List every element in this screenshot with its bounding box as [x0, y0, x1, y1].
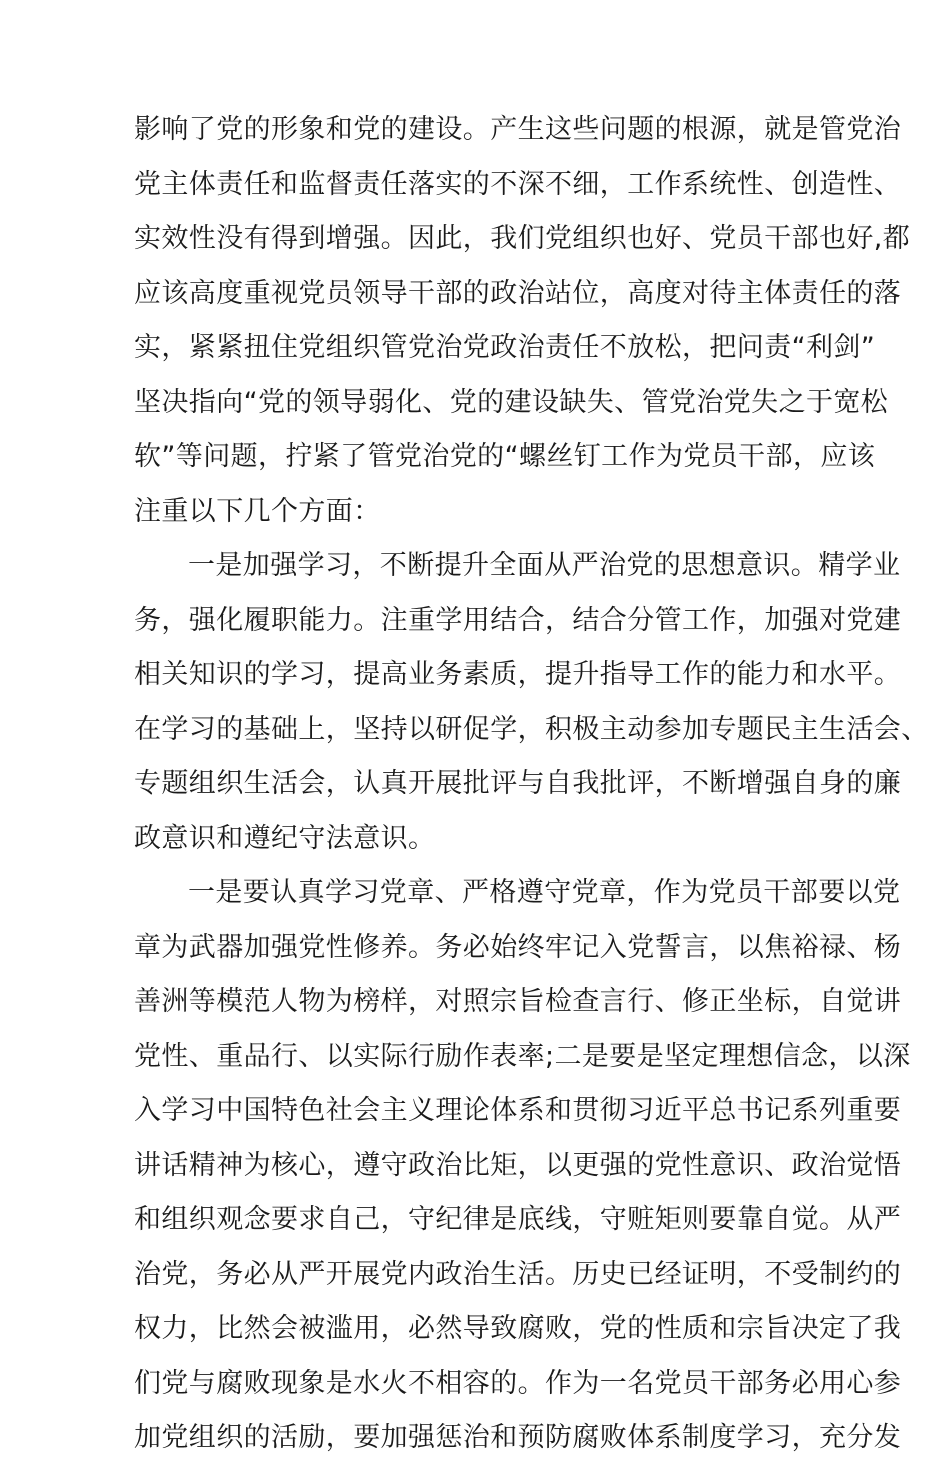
text-line-5: 实，紧紧扭住党组织管党治党政治责任不放松，把问责“利剑” [134, 332, 876, 363]
text-line-13: 专题组织生活会，认真开展批评与自我批评，不断增强自身的廉 [134, 768, 902, 799]
text-line-16: 章为武器加强党性修养。务必始终牢记入党誓言，以焦裕禄、杨 [134, 931, 902, 963]
text-line-19: 入学习中国特色社会主义理论体系和贯彻习近平总书记系列重要 [134, 1095, 902, 1126]
text-line-2: 党主体责任和监督责任落实的不深不细，工作系统性、创造性、 [134, 168, 902, 200]
body-text [134, 103, 929, 1466]
text-line-17: 善洲等模范人物为榜样，对照宗旨检查言行、修正坐标，自觉讲 [134, 986, 902, 1017]
text-line-14: 政意识和遵纪守法意识。 [134, 822, 436, 854]
paragraph-start-line-15: 一是要认真学习党章、严格遵守党章，作为党员干部要以党 [188, 877, 901, 908]
text-line-22: 治党，务必从严开展党内政治生活。历史已经证明，不受制约的 [134, 1258, 902, 1290]
text-line-7: 软”等问题，拧紧了管党治党的“螺丝钉工作为党员干部，应该 [134, 441, 876, 472]
text-line-25: 加党组织的活励，要加强惩治和预防腐败体系制度学习，充分发 [134, 1422, 902, 1453]
text-line-20: 讲话精神为核心，遵守政治比矩，以更强的党性意识、政治觉悟 [134, 1149, 902, 1181]
text-line-10: 务，强化履职能力。注重学用结合，结合分管工作，加强对党建 [134, 604, 902, 636]
text-line-24: 们党与腐败现象是水火不相容的。作为一名党员干部务必用心参 [134, 1367, 902, 1399]
text-line-11: 相关知识的学习，提高业务素质，提升指导工作的能力和水平。 [134, 659, 902, 690]
text-line-8: 注重以下几个方面： [134, 495, 381, 527]
text-line-21: 和组织观念要求自己，守纪律是底线，守赃矩则要靠自觉。从严 [134, 1204, 902, 1235]
text-line-12: 在学习的基础上，坚持以研促学，积极主动参加专题民主生活会、 [134, 713, 929, 745]
text-line-3: 实效性没有得到增强。因此，我们党组织也好、党员干部也好,都 [134, 223, 911, 254]
text-line-1: 影响了党的形象和党的建设。产生这些问题的根源，就是管党治 [134, 114, 902, 145]
text-line-23: 权力，比然会被滥用，必然导致腐败，党的性质和宗旨决定了我 [134, 1313, 902, 1344]
text-line-4: 应该高度重视党员领导干部的政治站位，高度对待主体责任的落 [134, 277, 902, 309]
text-line-18: 党性、重品行、以实际行励作表率;二是要是坚定理想信念，以深 [134, 1040, 911, 1072]
text-line-6: 坚决指向“党的领导弱化、党的建设缺失、管党治党失之于宽松 [134, 386, 889, 418]
paragraph-start-line-9: 一是加强学习，不断提升全面从严治党的思想意识。精学业 [188, 550, 901, 581]
